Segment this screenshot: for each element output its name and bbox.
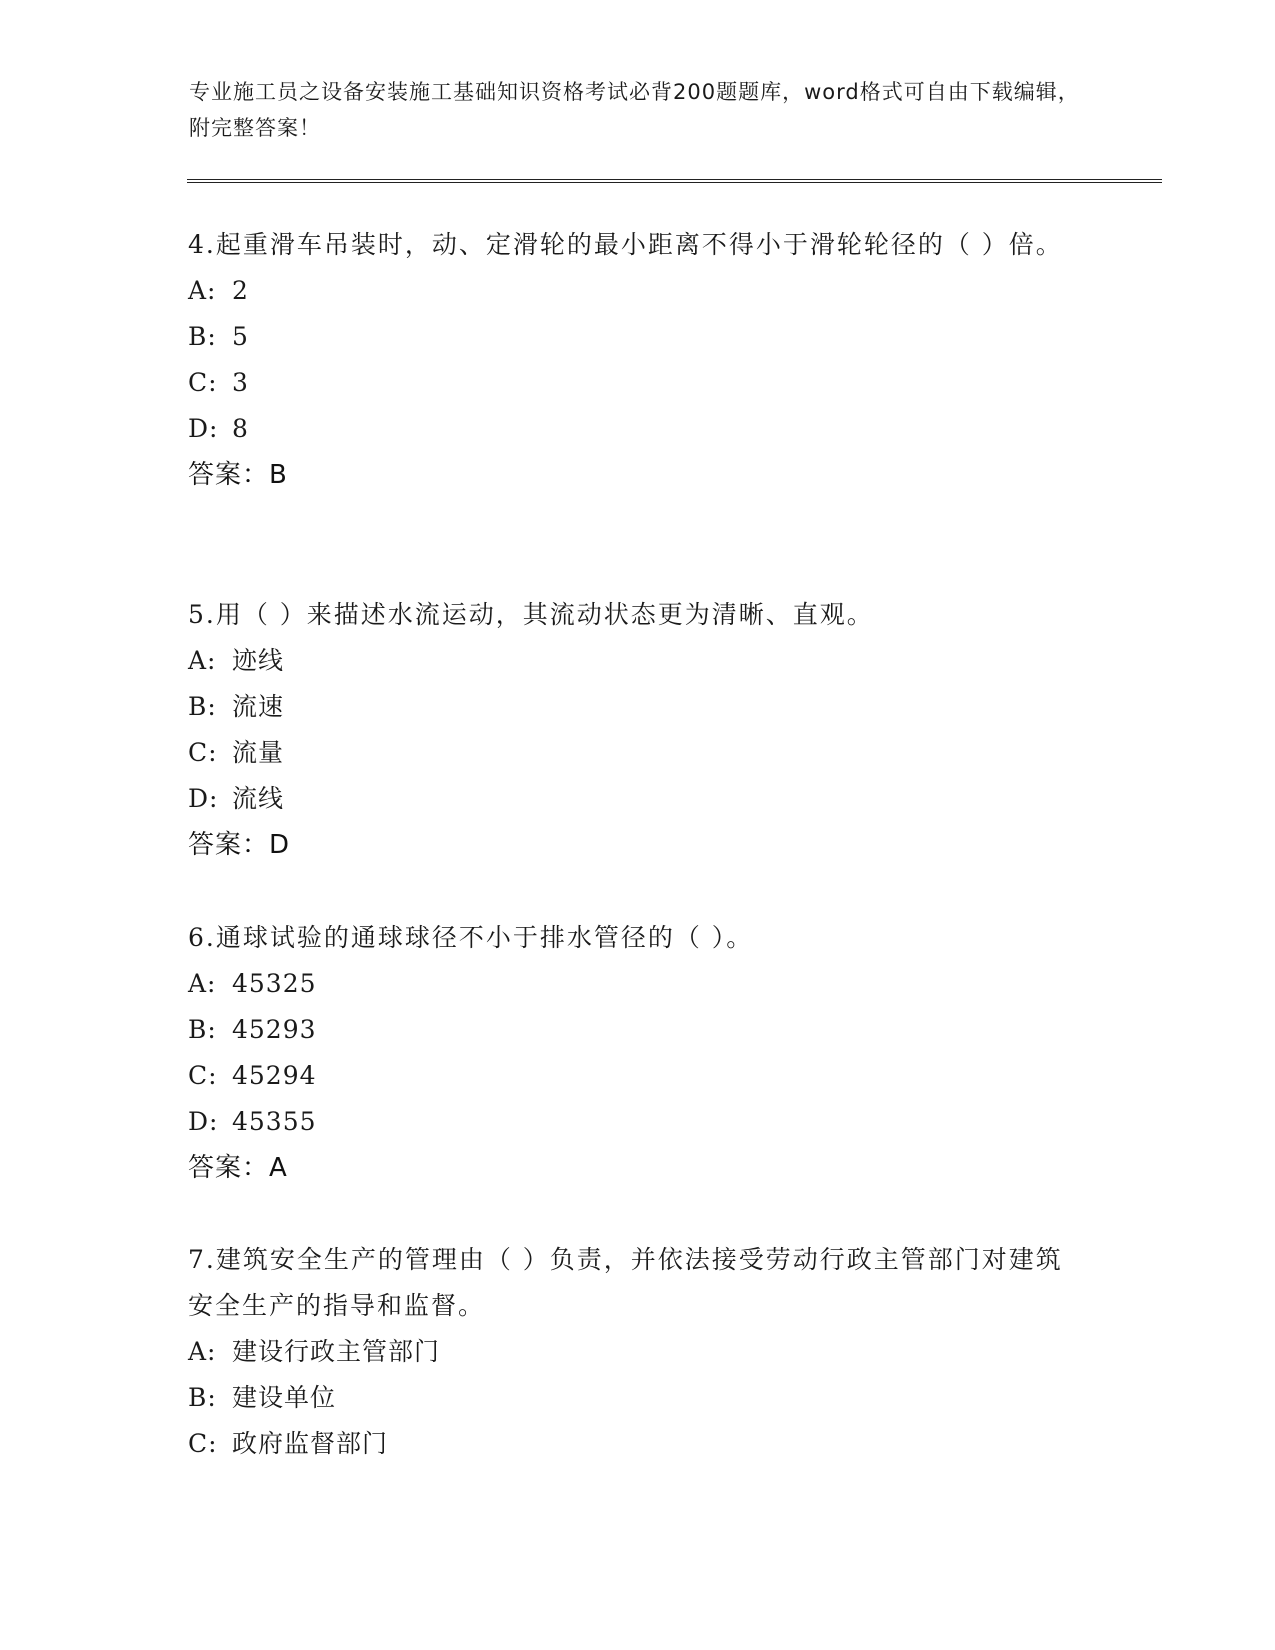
option-text: 建设行政主管部门	[232, 1337, 441, 1366]
option-letter: A:	[188, 646, 217, 675]
option-b	[188, 314, 1088, 360]
document-header-title: 专业施工员之设备安装施工基础知识资格考试必背200题题库，word格式可自由下载编辑，附完整答案！	[189, 80, 1080, 140]
answer-line: 答案：B	[188, 460, 288, 490]
question-stem: 6.通球试验的通球球径不小于排水管径的（ ）。	[188, 923, 754, 952]
option-c	[188, 730, 1088, 776]
option-letter: B:	[188, 692, 217, 721]
option-text: 迹线	[232, 646, 285, 675]
option-text: 45294	[232, 1061, 317, 1090]
option-letter: A:	[188, 969, 217, 998]
option-c	[188, 1421, 1088, 1467]
option-letter: B:	[188, 1015, 217, 1044]
header-divider	[187, 179, 1162, 183]
option-text: 45325	[232, 969, 317, 998]
option-letter: D:	[188, 784, 219, 813]
question-block	[188, 592, 1088, 868]
option-text: 流量	[232, 738, 285, 767]
option-text: 流线	[232, 784, 285, 813]
option-letter: A:	[188, 276, 217, 305]
option-text: 8	[232, 414, 249, 443]
option-b	[188, 684, 1088, 730]
option-a	[188, 961, 1088, 1007]
option-text: 45293	[232, 1015, 317, 1044]
option-d	[188, 406, 1088, 452]
option-c	[188, 360, 1088, 406]
option-text: 45355	[232, 1107, 317, 1136]
option-letter: C:	[188, 738, 218, 767]
option-letter: D:	[188, 414, 219, 443]
option-text: 建设单位	[232, 1383, 337, 1412]
option-a	[188, 268, 1088, 314]
option-text: 流速	[232, 692, 285, 721]
option-text: 3	[232, 368, 249, 397]
option-b	[188, 1375, 1088, 1421]
question-block	[188, 915, 1088, 1191]
option-d	[188, 776, 1088, 822]
option-text: 政府监督部门	[232, 1429, 389, 1458]
question-stem: 4.起重滑车吊装时，动、定滑轮的最小距离不得小于滑轮轮径的（ ）倍。	[188, 230, 1063, 259]
option-letter: C:	[188, 1429, 218, 1458]
option-a	[188, 1329, 1088, 1375]
answer-line: 答案：A	[188, 1153, 288, 1183]
option-letter: D:	[188, 1107, 219, 1136]
option-letter: B:	[188, 322, 217, 351]
option-c	[188, 1053, 1088, 1099]
option-a	[188, 638, 1088, 684]
option-text: 2	[232, 276, 249, 305]
question-block	[188, 222, 1088, 498]
option-letter: C:	[188, 368, 218, 397]
answer-line: 答案：D	[188, 830, 291, 860]
question-stem: 7.建筑安全生产的管理由（ ）负责，并依法接受劳动行政主管部门对建筑安全生产的指导和监督。	[188, 1245, 1063, 1320]
question-block	[188, 1237, 1088, 1467]
option-text: 5	[232, 322, 249, 351]
option-b	[188, 1007, 1088, 1053]
option-letter: C:	[188, 1061, 218, 1090]
question-stem: 5.用（ ）来描述水流运动，其流动状态更为清晰、直观。	[188, 600, 874, 629]
option-letter: B:	[188, 1383, 217, 1412]
option-d	[188, 1099, 1088, 1145]
option-letter: A:	[188, 1337, 217, 1366]
